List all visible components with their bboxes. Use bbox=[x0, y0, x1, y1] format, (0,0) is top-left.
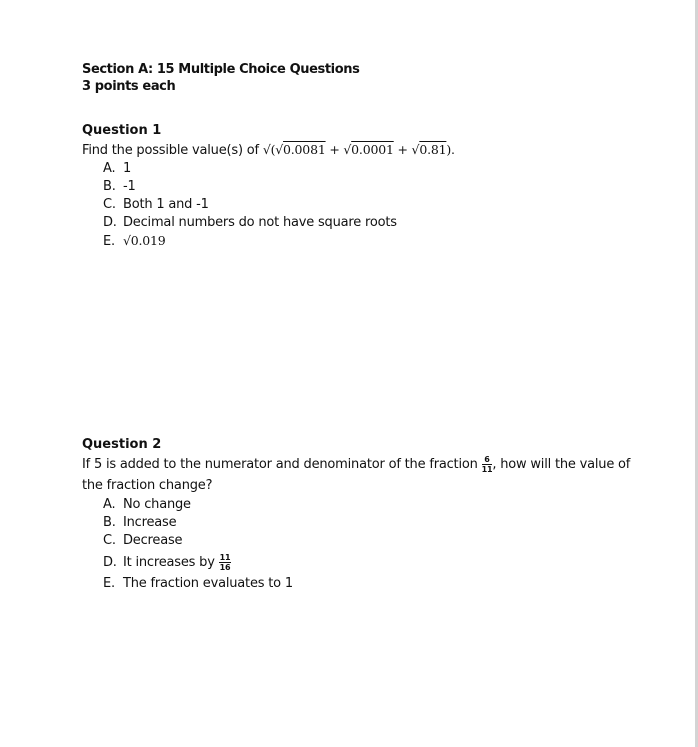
expr-part: 0.81 bbox=[419, 142, 447, 157]
option-text: Increase bbox=[123, 515, 177, 530]
stem-text: Find the possible value(s) of bbox=[82, 143, 263, 158]
option-b bbox=[103, 178, 642, 196]
option-letter: A. bbox=[103, 497, 116, 512]
expr-part: 0.0081 bbox=[283, 142, 326, 157]
option-a bbox=[103, 496, 642, 514]
option-b bbox=[103, 514, 642, 532]
question-1 bbox=[82, 122, 642, 251]
option-e bbox=[103, 575, 642, 593]
question-title: Question 2 bbox=[82, 437, 162, 452]
option-a bbox=[103, 160, 642, 178]
fraction-denominator: 11 bbox=[481, 465, 493, 474]
fraction bbox=[219, 553, 232, 572]
option-text: No change bbox=[123, 497, 191, 512]
section-header bbox=[82, 61, 359, 95]
stem-text: If 5 is added to the numerator and denominator of the fraction bbox=[82, 457, 482, 472]
option-letter: E. bbox=[103, 234, 115, 249]
option-text: 1 bbox=[123, 161, 132, 176]
question-stem bbox=[82, 454, 642, 496]
option-text: Decrease bbox=[123, 533, 183, 548]
expr-part: √(√ bbox=[262, 142, 284, 157]
options-list bbox=[103, 496, 642, 593]
option-letter: A. bbox=[103, 161, 116, 176]
option-text: Both 1 and -1 bbox=[123, 197, 209, 212]
option-letter: C. bbox=[103, 197, 116, 212]
option-text: √0.019 bbox=[123, 233, 166, 248]
option-letter: B. bbox=[103, 515, 116, 530]
option-e bbox=[103, 232, 642, 251]
stem-text: , how will the value of the fraction change? bbox=[82, 457, 631, 493]
expr-part: 0.0001 bbox=[351, 142, 394, 157]
expr-part: + √ bbox=[393, 142, 420, 157]
option-c bbox=[103, 532, 642, 550]
option-d bbox=[103, 550, 642, 575]
option-text: -1 bbox=[123, 179, 136, 194]
option-text: The fraction evaluates to 1 bbox=[123, 576, 293, 591]
question-title: Question 1 bbox=[82, 123, 162, 138]
question-2 bbox=[82, 436, 642, 593]
expr-part: ). bbox=[446, 142, 455, 157]
fraction bbox=[482, 455, 493, 474]
options-list bbox=[103, 160, 642, 251]
option-letter: B. bbox=[103, 179, 116, 194]
option-c bbox=[103, 196, 642, 214]
option-letter: C. bbox=[103, 533, 116, 548]
option-d bbox=[103, 214, 642, 232]
question-stem bbox=[82, 140, 642, 160]
fraction-denominator: 16 bbox=[219, 563, 231, 572]
option-letter: D. bbox=[103, 215, 117, 230]
option-text: It increases by bbox=[123, 555, 219, 570]
math-expression bbox=[263, 142, 455, 157]
option-text: Decimal numbers do not have square roots bbox=[123, 215, 397, 230]
fraction-numerator: 6 bbox=[482, 455, 493, 465]
section-title: Section A: 15 Multiple Choice Questions bbox=[82, 62, 360, 77]
option-letter: E. bbox=[103, 576, 115, 591]
fraction-numerator: 11 bbox=[219, 553, 231, 562]
section-subtitle: 3 points each bbox=[82, 79, 176, 94]
expr-part: + √ bbox=[325, 142, 352, 157]
option-letter: D. bbox=[103, 555, 117, 570]
